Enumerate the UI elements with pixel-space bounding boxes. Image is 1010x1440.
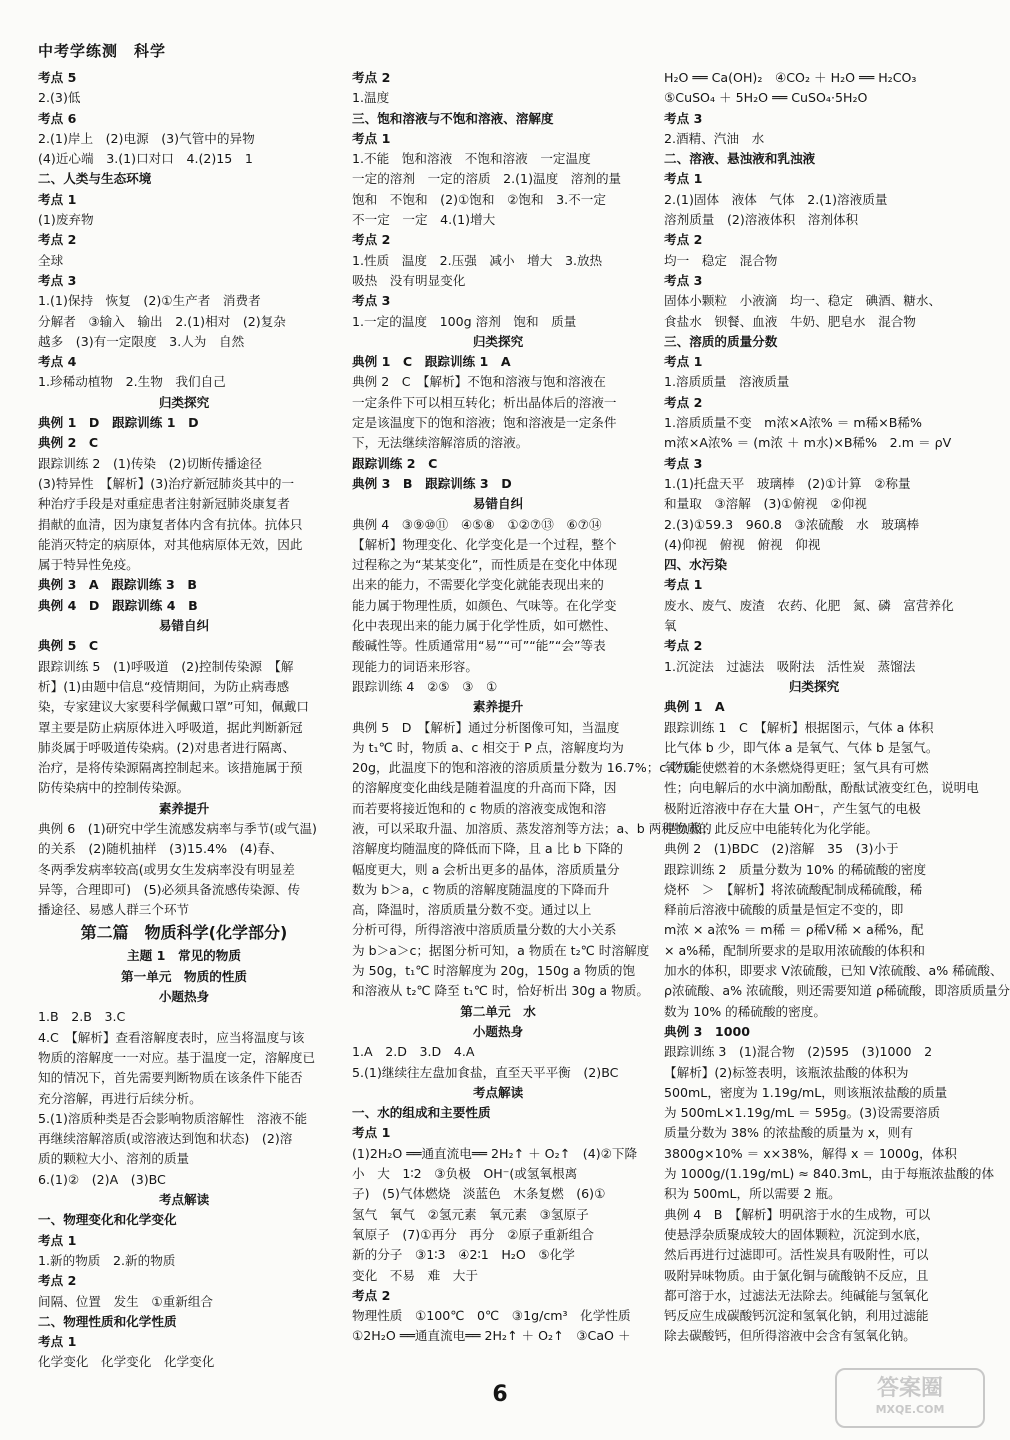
- watermark-url: MXQE.COM: [875, 1403, 945, 1416]
- watermark-text: 答案圈: [876, 1376, 943, 1401]
- text-line: 高，降温时，溶质质量分数不变。通过以上: [352, 902, 592, 918]
- text-line: 1.珍稀动植物 2.生物 我们自己: [38, 374, 226, 390]
- page-number: 6: [492, 1382, 508, 1407]
- text-line: 典例 1 C 跟踪训练 1 A: [352, 354, 511, 370]
- text-line: 都可溶于水，过滤法无法除去。纯碱能与氢氧化: [664, 1287, 929, 1303]
- text-line: 能消灭特定的病原体，对其他病原体无效，因此: [38, 536, 303, 552]
- text-line: 1.一定的温度 100g 溶剂 饱和 质量: [352, 313, 577, 329]
- text-line: 食盐水 钡餐、血液 牛奶、肥皂水 混合物: [664, 313, 916, 329]
- text-line: 考点 1: [352, 130, 391, 146]
- text-line: 考点 1: [352, 1125, 391, 1141]
- text-line: 2.(1)固体 液体 气体 2.(1)溶液质量: [664, 191, 888, 207]
- text-line: 典例 2 C: [38, 435, 99, 451]
- text-line: 播途径、易感人群三个环节: [38, 902, 190, 918]
- text-line: (3)特异性 【解析】(3)治疗新冠肺炎其中的一: [38, 475, 295, 491]
- text-line: (1)2H₂O ══通直流电══ 2H₂↑ ＋ O₂↑ (4)②下降: [352, 1145, 638, 1161]
- text-line: 液，可以采取升温、加溶质、蒸发溶剂等方法；a、b 两种物质的: [352, 820, 712, 836]
- text-line: 子) (5)气体燃烧 淡蓝色 木条复燃 (6)①: [352, 1186, 606, 1202]
- text-line: 充分溶解，再进行后续分析。: [38, 1090, 202, 1106]
- text-line: 考点 1: [664, 577, 703, 593]
- text-line: 均一 稳定 混合物: [664, 252, 778, 268]
- text-line: ρ浓硫酸、a% 浓硫酸，则还需要知道 ρ稀硫酸，即溶质质量分: [664, 983, 1010, 999]
- text-line: 考点 2: [352, 232, 391, 248]
- text-line: 质的颗粒大小、溶剂的质量: [38, 1151, 190, 1167]
- text-line: 素养提升: [158, 800, 210, 816]
- text-line: 考点 4: [38, 354, 77, 370]
- text-line: 考点 2: [352, 1287, 391, 1303]
- text-line: 跟踪训练 1 C 【解析】根据图示，气体 a 体积: [664, 719, 934, 735]
- text-line: 分解者 ③输入 输出 2.(1)相对 (2)复杂: [38, 313, 286, 329]
- text-line: 典例 3 A 跟踪训练 3 B: [38, 577, 197, 593]
- text-line: 释前后溶液中硫酸的质量是恒定不变的，即: [664, 902, 904, 918]
- text-line: 典例 1 D 跟踪训练 1 D: [38, 415, 199, 431]
- text-line: 2.(3)低: [38, 90, 81, 106]
- text-line: 考点 2: [664, 232, 703, 248]
- text-line: 考点 1: [664, 171, 703, 187]
- text-line: 极附近溶液中存在大量 OH⁻，产生氢气的电极: [664, 800, 921, 816]
- text-line: m浓 × a浓% ＝ m稀 ＝ ρ稀V稀 × a稀%，配: [664, 922, 924, 938]
- text-line: 素养提升: [472, 699, 524, 715]
- text-line: 数为 10% 的稀硫酸的密度。: [664, 1003, 826, 1019]
- text-line: 考点 6: [38, 110, 77, 126]
- text-line: 数为 b＞a，c 物质的溶解度随温度的下降而升: [352, 881, 610, 897]
- text-line: 小 大 1∶2 ③负极 OH⁻(或氢氧根离: [352, 1166, 578, 1182]
- text-line: 1.(1)托盘天平 玻璃棒 (2)①计算 ②称量: [664, 475, 911, 491]
- text-line: 易错自纠: [472, 496, 524, 512]
- text-line: 和量取 ③溶解 (3)①俯视 ②仰视: [664, 496, 867, 512]
- text-line: 二、人类与生态环境: [38, 171, 152, 187]
- text-line: 跟踪训练 2 (1)传染 (2)切断传播途径: [38, 455, 263, 471]
- text-line: 一定的溶剂 一定的溶质 2.(1)温度 溶剂的量: [352, 171, 622, 187]
- page-header: 中考学练测 科学: [38, 42, 167, 60]
- text-line: 酸碱性等。性质通常用“易”“可”“能”“会”等表: [352, 638, 606, 654]
- column-right: [664, 68, 1010, 1347]
- text-line: 典例 4 B 【解析】明矾溶于水的生成物，可以: [664, 1206, 931, 1222]
- text-line: 考点 2: [664, 638, 703, 654]
- text-line: 吸热 没有明显变化: [352, 272, 466, 288]
- text-line: 【解析】(2)标签表明，该瓶浓盐酸的体积为: [664, 1064, 909, 1080]
- text-line: m浓×A浓% ＝ (m浓 ＋ m水)×B稀% 2.m ＝ ρV: [664, 435, 952, 451]
- text-line: 1.B 2.B 3.C: [38, 1009, 126, 1025]
- text-line: 物质的溶解度一一对应。基于温度一定，溶解度已: [38, 1049, 316, 1065]
- text-line: 固体小颗粒 小液滴 均一、稳定 碘酒、糖水、: [664, 293, 942, 309]
- text-line: 1.新的物质 2.新的物质: [38, 1252, 176, 1268]
- text-line: × a%稀，配制所要求的是取用浓硫酸的体积和: [664, 942, 925, 958]
- text-line: 越多 (3)有一定限度 3.人为 自然: [38, 333, 245, 349]
- text-line: 跟踪训练 4 ②⑤ ③ ①: [352, 678, 498, 694]
- text-line: 3800g×10% ＝ x×38%，解得 x ＝ 1000g，体积: [664, 1145, 957, 1161]
- text-line: 二、溶液、悬浊液和乳浊液: [664, 151, 816, 167]
- text-line: 归类探究: [472, 333, 524, 349]
- text-line: 氧: [664, 618, 677, 634]
- text-line: 物理性质 ①100℃ 0℃ ③1g/cm³ 化学性质: [352, 1308, 631, 1324]
- text-line: 1.不能 饱和溶液 不饱和溶液 一定温度: [352, 151, 591, 167]
- text-line: 考点 2: [664, 394, 703, 410]
- text-line: 小题热身: [158, 989, 210, 1005]
- text-line: 为 500mL×1.19g/mL ＝ 595g。(3)设需要溶质: [664, 1105, 941, 1121]
- text-line: 4.C 【解析】查看溶解度表时，应当将温度与该: [38, 1029, 305, 1045]
- text-line: 除去碳酸钙，但所得溶液中会含有氢氧化钠。: [664, 1328, 916, 1344]
- watermark-logo: [835, 1368, 985, 1428]
- text-line: 1.温度: [352, 90, 390, 106]
- text-line: 四、水污染: [664, 557, 727, 573]
- text-line: 考点 1: [38, 1232, 77, 1248]
- text-line: 典例 3 B 跟踪训练 3 D: [352, 475, 512, 491]
- text-line: 为 1000g/(1.19g/mL) ≈ 840.3mL，由于每瓶浓盐酸的体: [664, 1166, 995, 1182]
- text-line: 考点 3: [664, 110, 703, 126]
- text-line: 跟踪训练 5 (1)呼吸道 (2)控制传染源 【解: [38, 658, 294, 674]
- text-line: 2.(3)①59.3 960.8 ③浓硫酸 水 玻璃棒: [664, 516, 920, 532]
- text-line: 考点 5: [38, 70, 77, 85]
- text-line: 考点解读: [158, 1192, 210, 1208]
- text-line: 罩主要是防止病原体进入呼吸道，据此判断新冠: [38, 719, 303, 735]
- text-line: 5.(1)溶质种类是否会影响物质溶解性 溶液不能: [38, 1110, 308, 1126]
- text-line: 考点 1: [38, 191, 77, 207]
- text-line: 变化 不易 难 大于: [352, 1267, 478, 1283]
- text-line: 考点 3: [352, 293, 391, 309]
- text-line: 5.(1)继续往左盘加食盐，直至天平平衡 (2)BC: [352, 1064, 619, 1080]
- text-line: 1.沉淀法 过滤法 吸附法 活性炭 蒸馏法: [664, 658, 916, 674]
- text-line: 治疗，是将传染源隔离控制起来。该措施属于预: [38, 760, 303, 776]
- text-line: 幅度更大，则 a 会析出更多的晶体，溶质质量分: [352, 861, 620, 877]
- text-line: 是负极；此反应中电能转化为化学能。: [664, 820, 879, 836]
- text-line: 氧原子 (7)①再分 再分 ②原子重新组合: [352, 1226, 594, 1242]
- text-line: 归类探究: [158, 394, 210, 410]
- text-line: 考点 3: [664, 272, 703, 288]
- text-line: 考点 3: [664, 455, 703, 471]
- text-line: 2.酒精、汽油 水: [664, 130, 765, 146]
- text-line: 防传染病中的控制传染源。: [38, 780, 190, 796]
- text-line: 20g，此温度下的饱和溶液的溶质质量分数为 16.7%；c 物质: [352, 760, 696, 776]
- text-line: 1.性质 温度 2.压强 减小 增大 3.放热: [352, 252, 603, 268]
- text-line: 现能力的词语来形容。: [352, 658, 478, 674]
- text-line: 三、溶质的质量分数: [664, 333, 778, 349]
- text-line: 典例 6 (1)研究中学生流感发病率与季节(或气温): [38, 820, 317, 836]
- text-line: 2.(1)岸上 (2)电源 (3)气管中的异物: [38, 130, 255, 146]
- text-line: 饱和 不饱和 (2)①饱和 ②饱和 3.不一定: [352, 191, 606, 207]
- text-line: 一、水的组成和主要性质: [352, 1105, 491, 1121]
- text-line: 1.溶质质量不变 m浓×A浓% ＝ m稀×B稀%: [664, 415, 922, 431]
- text-line: 废水、废气、废渣 农药、化肥 氮、磷 富营养化: [664, 597, 954, 613]
- text-line: H₂O ══ Ca(OH)₂ ④CO₂ ＋ H₂O ══ H₂CO₃: [664, 70, 917, 85]
- text-line: 过程称之为“某某变化”，而性质是在变化中体现: [352, 557, 617, 573]
- text-line: 考点 2: [38, 1273, 77, 1289]
- text-line: 考点 2: [352, 70, 391, 85]
- text-line: 加水的体积，即要求 V浓硫酸，已知 V浓硫酸、a% 稀硫酸、: [664, 963, 1003, 979]
- text-line: 肺炎属于呼吸道传染病。(2)对患者进行隔离、: [38, 739, 296, 755]
- text-line: 一、物理变化和化学变化: [38, 1212, 177, 1228]
- text-line: 冬两季发病率较高(或男女生发病率没有明显差: [38, 861, 295, 877]
- text-line: ⑤CuSO₄ ＋ 5H₂O ══ CuSO₄·5H₂O: [664, 90, 868, 106]
- text-line: 跟踪训练 2 C: [352, 455, 438, 471]
- text-line: 典例 3 1000: [664, 1023, 750, 1039]
- text-line: 为 b＞a＞c；据图分析可知，a 物质在 t₂℃ 时溶解度: [352, 942, 650, 958]
- text-line: 氢气 氧气 ②氢元素 氧元素 ③氢原子: [352, 1206, 589, 1222]
- text-line: 析】(1)由题中信息“疫情期间，为防止病毒感: [38, 678, 290, 694]
- column-left: [38, 68, 330, 1373]
- text-line: 归类探究: [788, 678, 840, 694]
- text-line: 溶解度均随温度的降低而下降，且 a 比 b 下降的: [352, 841, 624, 857]
- text-line: 下，无法继续溶解溶质的溶液。: [352, 435, 529, 451]
- text-line: 6.(1)② (2)A (3)BC: [38, 1171, 166, 1187]
- text-line: 典例 1 A: [664, 699, 725, 715]
- text-line: 烧杯 ＞ 【解析】将浓硫酸配制成稀硫酸，稀: [664, 881, 923, 897]
- text-line: 考点解读: [472, 1084, 524, 1100]
- text-line: 典例 4 D 跟踪训练 4 B: [38, 597, 198, 613]
- text-line: 分析可得，所得溶液中溶质质量分数的大小关系: [352, 922, 617, 938]
- text-line: 积为 500mL，所以需要 2 瓶。: [664, 1186, 841, 1202]
- text-line: 而若要将接近饱和的 c 物质的溶液变成饱和溶: [352, 800, 607, 816]
- text-line: 再继续溶解溶质(或溶液达到饱和状态) (2)溶: [38, 1131, 293, 1147]
- text-line: 异等，合理即可) (5)必须具备流感传染源、传: [38, 881, 301, 897]
- text-line: 出来的能力，不需要化学变化就能表现出来的: [352, 577, 604, 593]
- text-line: 为 50g，t₁℃ 时溶解度为 20g，150g a 物质的饱: [352, 963, 636, 979]
- text-line: 然后再进行过滤即可。活性炭具有吸附性，可以: [664, 1247, 929, 1263]
- text-line: 能力属于物理性质，如颜色、气味等。在化学变: [352, 597, 617, 613]
- text-line: 和溶液从 t₂℃ 降至 t₁℃ 时，恰好析出 30g a 物质。: [352, 983, 649, 999]
- text-line: 比气体 b 少，即气体 a 是氧气、气体 b 是氢气。: [664, 739, 939, 755]
- text-line: 溶剂质量 (2)溶液体积 溶剂体积: [664, 212, 859, 228]
- text-line: 化学变化 化学变化 化学变化: [38, 1354, 215, 1370]
- text-line: 属于特异性免疫。: [38, 557, 139, 573]
- text-line: 为 t₁℃ 时，物质 a、c 相交于 P 点，溶解度均为: [352, 739, 624, 755]
- text-line: 氧气能使燃着的木条燃烧得更旺；氢气具有可燃: [664, 760, 929, 776]
- text-line: (4)近心端 3.(1)口对口 4.(2)15 1: [38, 151, 253, 167]
- text-line: 化中表现出来的能力属于化学性质，如可燃性、: [352, 618, 617, 634]
- text-line: 捐献的血清，因为康复者体内含有抗体。抗体只: [38, 516, 303, 532]
- text-line: 新的分子 ③1∶3 ④2∶1 H₂O ⑤化学: [352, 1247, 575, 1263]
- text-line: 二、物理性质和化学性质: [38, 1313, 177, 1329]
- text-line: 质量分数为 38% 的浓盐酸的质量为 x，则有: [664, 1125, 913, 1141]
- text-line: 使悬浮杂质聚成较大的固体颗粒，沉淀到水底，: [664, 1226, 929, 1242]
- text-line: 典例 2 C 【解析】不饱和溶液与饱和溶液在: [352, 374, 606, 390]
- text-line: 钙反应生成碳酸钙沉淀和氢氧化钠，利用过滤能: [664, 1308, 929, 1324]
- text-line: 吸附异味物质。由于氯化铜与硫酸钠不反应，且: [664, 1267, 929, 1283]
- text-line: 全球: [38, 252, 64, 268]
- text-line: (4)仰视 俯视 俯视 仰视: [664, 536, 821, 552]
- text-line: 典例 4 ③⑨⑩⑪ ④⑤⑧ ①②⑦⑬ ⑥⑦⑭: [352, 516, 602, 532]
- text-line: ①2H₂O ══通直流电══ 2H₂↑ ＋ O₂↑ ③CaO ＋: [352, 1328, 631, 1344]
- text-line: 的溶解度变化曲线是随着温度的升高而下降，因: [352, 780, 617, 796]
- text-line: 1.溶质质量 溶液质量: [664, 374, 790, 390]
- text-line: 典例 5 C: [38, 638, 99, 654]
- text-line: 小题热身: [472, 1023, 524, 1039]
- text-line: 的关系 (2)随机抽样 (3)15.4% (4)春、: [38, 841, 283, 857]
- text-line: 1.A 2.D 3.D 4.A: [352, 1044, 475, 1060]
- text-line: 考点 1: [38, 1334, 77, 1350]
- text-line: 典例 2 (1)BDC (2)溶解 35 (3)小于: [664, 841, 899, 857]
- text-line: 主题 1 常见的物质: [127, 948, 241, 964]
- text-line: 知的情况下，首先需要判断物质在该条件下能否: [38, 1070, 303, 1086]
- text-line: 一定条件下可以相互转化；析出晶体后的溶液一: [352, 394, 617, 410]
- text-line: 考点 1: [664, 354, 703, 370]
- text-line: 易错自纠: [158, 618, 210, 634]
- text-line: 跟踪训练 3 (1)混合物 (2)595 (3)1000 2: [664, 1044, 933, 1060]
- text-line: 1.(1)保持 恢复 (2)①生产者 消费者: [38, 293, 261, 309]
- text-line: 不一定 一定 4.(1)增大: [352, 212, 496, 228]
- text-line: 第二单元 水: [460, 1003, 536, 1019]
- text-line: 考点 2: [38, 232, 77, 248]
- text-line: 性；向电解后的水中滴加酚酞，酚酞试液变红色，说明电: [664, 780, 979, 796]
- text-line: 【解析】物理变化、化学变化是一个过程，整个: [352, 536, 617, 552]
- text-line: 第二篇 物质科学(化学部分): [80, 923, 288, 943]
- text-line: 跟踪训练 2 质量分数为 10% 的稀硫酸的密度: [664, 861, 927, 877]
- text-line: (1)废弃物: [38, 212, 94, 228]
- text-line: 500mL，密度为 1.19g/mL，则该瓶浓盐酸的质量: [664, 1084, 948, 1100]
- text-line: 染，专家建议大家要科学佩戴口罩”可知，佩戴口: [38, 699, 309, 715]
- text-line: 典例 5 D 【解析】通过分析图像可知，当温度: [352, 719, 620, 735]
- text-line: 考点 3: [38, 272, 77, 288]
- text-line: 第一单元 物质的性质: [121, 968, 247, 984]
- text-line: 三、饱和溶液与不饱和溶液、溶解度: [352, 110, 554, 126]
- text-line: 定是该温度下的饱和溶液；饱和溶液是一定条件: [352, 415, 617, 431]
- text-line: 间隔、位置 发生 ①重新组合: [38, 1293, 214, 1309]
- text-line: 种治疗手段是对重症患者注射新冠肺炎康复者: [38, 496, 290, 512]
